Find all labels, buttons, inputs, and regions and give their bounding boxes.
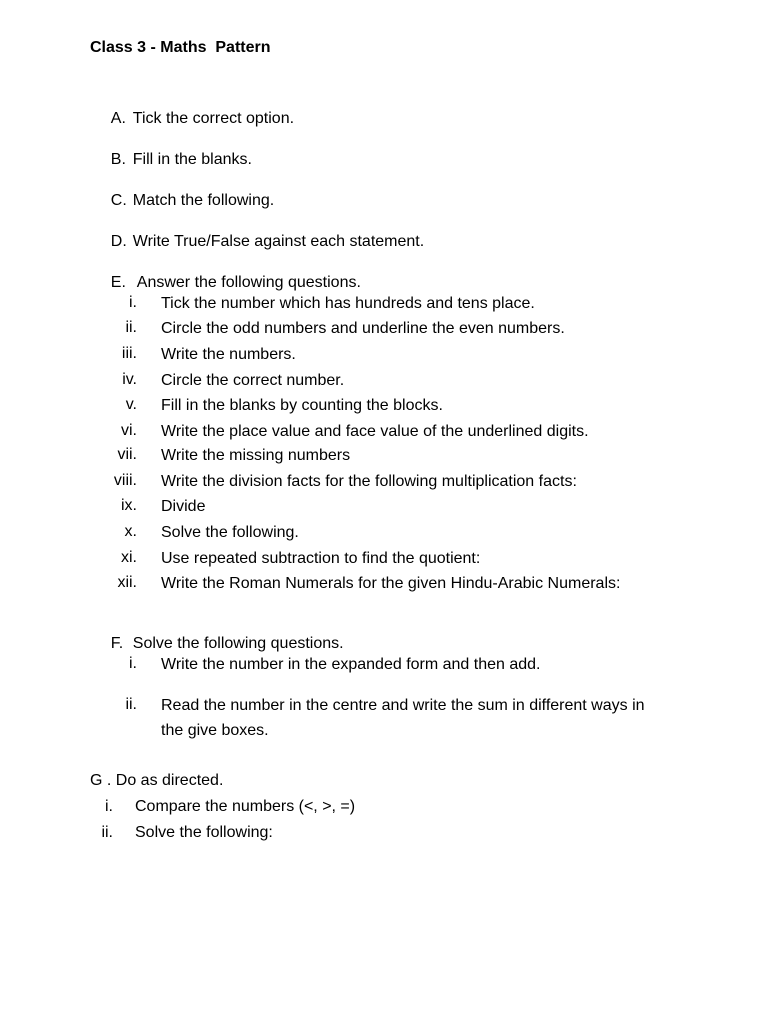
section-d-text: Write True/False against each statement. — [132, 233, 425, 250]
list-item-text: Compare the numbers (<, >, =) — [135, 798, 356, 815]
list-item-text: Read the number in the centre and write the sum in different ways in the give boxes. — [161, 697, 645, 739]
list-item-text: Write the division facts for the following multiplication facts: — [161, 473, 577, 490]
section-b-label: B. — [110, 151, 126, 168]
section-e-text: Answer the following questions. — [136, 274, 361, 291]
list-item-text: Write the number in the expanded form and then add. — [161, 656, 541, 673]
section-c-label: C. — [110, 192, 127, 209]
section-c-text: Match the following. — [132, 192, 275, 209]
list-item-text: Tick the number which has hundreds and tens place. — [161, 295, 535, 312]
section-a-label: A. — [110, 110, 126, 127]
list-item-number: vii. — [117, 446, 137, 463]
list-item-number: vi. — [121, 422, 137, 439]
list-item-number: iv. — [122, 371, 137, 388]
list-item-number: xi. — [121, 549, 137, 566]
list-item-text: Divide — [161, 498, 206, 515]
list-item-number: iii. — [121, 345, 137, 362]
section-b-text: Fill in the blanks. — [132, 151, 252, 168]
section-a-text: Tick the correct option. — [132, 110, 295, 127]
list-item-number: ix. — [121, 497, 137, 514]
list-item-number: ii. — [125, 319, 137, 336]
section-f-text: Solve the following questions. — [132, 635, 344, 652]
list-item-text: Fill in the blanks by counting the blocks. — [161, 397, 443, 414]
section-g-heading: G . Do as directed. — [90, 772, 224, 789]
list-item-number: ii. — [101, 824, 113, 841]
list-item-number: i. — [105, 798, 113, 815]
list-item-text: Solve the following: — [135, 824, 273, 841]
list-item-text: Use repeated subtraction to find the quotient: — [161, 550, 481, 567]
page-title: Class 3 - Maths Pattern — [90, 39, 271, 56]
list-item-number: v. — [125, 396, 137, 413]
list-item-number: i. — [129, 294, 137, 311]
section-e-label: E. — [110, 274, 126, 291]
list-item-number: viii. — [113, 472, 137, 489]
list-item-text: Write the Roman Numerals for the given Hindu-Arabic Numerals: — [161, 575, 621, 592]
list-item-text: Write the place value and face value of the underlined digits. — [161, 423, 589, 440]
list-item-number: x. — [124, 523, 137, 540]
list-item-text: Write the missing numbers — [161, 447, 351, 464]
list-item-number: ii. — [125, 696, 137, 713]
section-d-label: D. — [110, 233, 127, 250]
list-item-number: xii. — [117, 574, 137, 591]
list-item-text: Solve the following. — [161, 524, 299, 541]
list-item-text: Circle the odd numbers and underline the even numbers. — [161, 320, 565, 337]
list-item-text: Write the numbers. — [161, 346, 296, 363]
list-item-number: i. — [129, 655, 137, 672]
section-f-label: F. — [110, 635, 124, 652]
list-item-text: Circle the correct number. — [161, 372, 345, 389]
